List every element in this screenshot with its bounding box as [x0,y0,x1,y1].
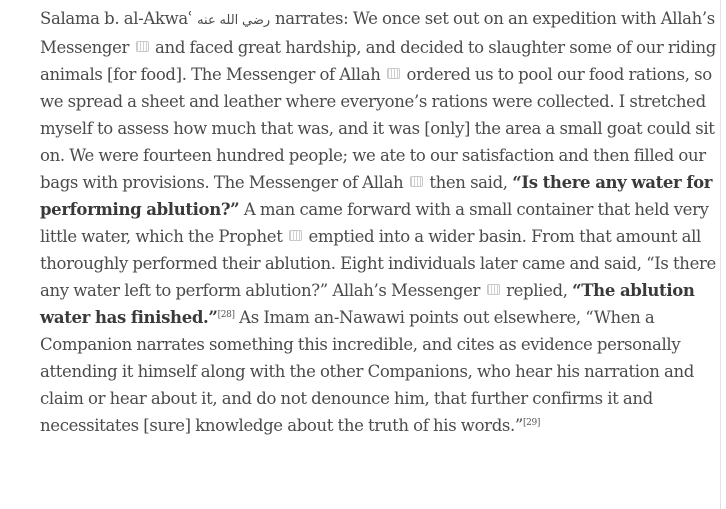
body-text: replied, [501,281,573,300]
arabic-honorific: رضي الله عنه [197,13,271,28]
footnote-ref-29[interactable]: [29] [523,418,541,428]
prophet-quote: “Is there any water for performing ablution?” [40,173,713,219]
footnote-ref-28[interactable]: [28] [217,310,235,320]
hadith-paragraph [40,5,720,439]
salutation-glyph-icon [136,41,149,52]
body-text: As Imam an-Nawawi points out elsewhere, “When a Companion narrates something this incredible, and cites as evidence personally attending it himself along with the other Companions, who hear his narration and claim or hear about it, and do not denounce him, that further confirms it and necessitates [sure] knowledge about the truth of his words.” [40,308,695,435]
salutation-glyph-icon [289,230,302,241]
body-text: then said, [424,173,513,192]
prophet-quote: “The ablution water has finished.” [40,281,695,327]
salutation-glyph-icon [387,68,400,79]
body-text: and faced great hardship, and decided to slaughter some of our riding animals [for food]. The Messenger of Allah [40,38,717,84]
body-text: A man came forward with a small container that held very little water, which the Prophet [40,200,709,246]
body-text: ordered us to pool our food rations, so we spread a sheet and leather where everyone’s rations were collected. I stretched myself to assess how much that was, and it was [only] the area a small goat could sit on. We were fourteen hundred people; we ate to our satisfaction and then filled our bags with provisions. The Messenger of Allah [40,65,715,192]
page-divider [720,0,721,509]
salutation-glyph-icon [410,176,423,187]
body-text: narrates: We once set out on an expedition with Allah’s Messenger [40,9,715,57]
salutation-glyph-icon [487,284,500,295]
narrator-text: Salama b. al-Akwaʿ [40,9,198,28]
body-text: emptied into a wider basin. From that amount all thoroughly performed their ablution. Eight individuals later came and said, “Is there any water left to perform ablution?” Allah’s Messenger [40,227,716,300]
